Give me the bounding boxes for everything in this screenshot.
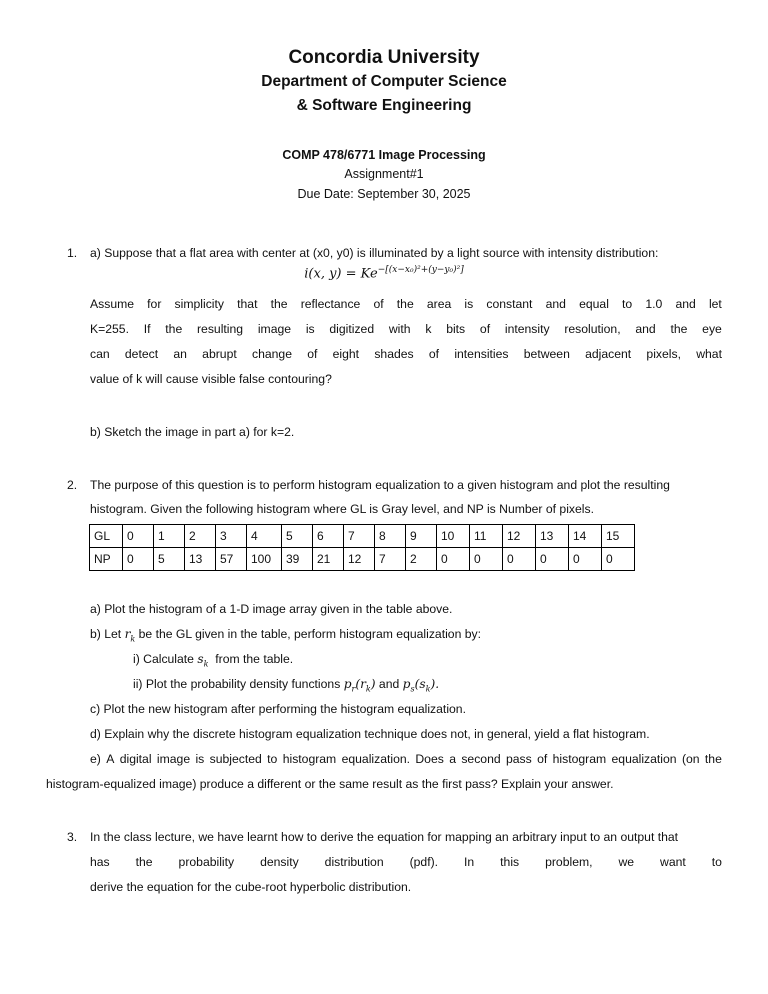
part-b-prefix: b) Let [90, 627, 125, 641]
word: (on [681, 752, 700, 766]
word: If [143, 322, 151, 336]
question-2-line-1: The purpose of this question is to perform histogram equalization to a given histogram and plot the resulting [90, 478, 670, 492]
word: and [545, 297, 566, 311]
table-header-gl: GL [90, 525, 123, 548]
word: an [173, 347, 187, 361]
question-3-line-3: derive the equation for the cube-root hyperbolic distribution. [90, 880, 412, 894]
word: with [388, 322, 411, 336]
gl-cell: 0 [123, 525, 154, 548]
word: the [165, 322, 183, 336]
np-cell: 21 [313, 548, 344, 571]
word: detect [124, 347, 159, 361]
gl-cell: 5 [282, 525, 313, 548]
word: equalization [611, 752, 677, 766]
word: problem, [545, 855, 593, 869]
pdf-pr [343, 677, 376, 694]
question-1-line-4 [90, 347, 722, 361]
word: and [635, 322, 656, 336]
word: Does [415, 752, 444, 766]
word: abrupt [202, 347, 237, 361]
var-r: r [124, 627, 131, 641]
pdf-pr-arg-sub: k [365, 684, 371, 694]
word: e) [90, 752, 101, 766]
word: subjected [209, 752, 262, 766]
word: of [307, 347, 318, 361]
var-s-sub: k [203, 659, 209, 669]
word: the [270, 297, 288, 311]
gl-cell: 4 [247, 525, 282, 548]
question-2-part-b-i [133, 652, 293, 668]
word: can [90, 347, 110, 361]
np-cell: 0 [470, 548, 503, 571]
gl-cell: 12 [503, 525, 536, 548]
word: probability [178, 855, 235, 869]
gl-cell: 15 [602, 525, 635, 548]
question-2-part-c: c) Plot the new histogram after performing the histogram equalization. [90, 702, 466, 716]
pdf-ps-sub: s [410, 684, 415, 694]
var-r-k [124, 627, 136, 644]
department-line-1: Department of Computer Science [261, 73, 507, 90]
word: k [425, 322, 432, 336]
pdf-pr-p: p [343, 677, 352, 691]
np-cell: 2 [406, 548, 437, 571]
pdf-ps [402, 677, 440, 694]
word: let [708, 297, 722, 311]
word: eye [702, 322, 722, 336]
word: K=255. [90, 322, 129, 336]
table-row-np [90, 548, 635, 571]
word: change [251, 347, 292, 361]
word: intensity [504, 322, 550, 336]
var-r-sub: k [130, 634, 136, 644]
due-date: Due Date: September 30, 2025 [297, 187, 471, 201]
question-2-part-d: d) Explain why the discrete histogram equalization technique does not, in general, yield a flat histogram. [90, 727, 650, 741]
var-s: s [197, 652, 204, 666]
word: what [696, 347, 722, 361]
formula-exponent: −[(x−x₀)²+(y−y₀)²] [377, 265, 464, 275]
table-row-gl [90, 525, 635, 548]
question-2-part-e-line-1 [90, 752, 722, 766]
gl-cell: 7 [344, 525, 375, 548]
department-line-2: & Software Engineering [296, 97, 472, 114]
word: equalization. [341, 752, 411, 766]
word: this [500, 855, 520, 869]
word: equal [579, 297, 609, 311]
pdf-ps-arg-sub: k [425, 684, 431, 694]
word: the [704, 752, 722, 766]
gl-cell: 9 [406, 525, 437, 548]
word: digital [119, 752, 152, 766]
np-cell: 5 [154, 548, 185, 571]
gl-cell: 10 [437, 525, 470, 548]
part-bii-and: and [375, 677, 403, 691]
word: image [156, 752, 191, 766]
question-2-line-2: histogram. Given the following histogram where GL is Gray level, and NP is Number of pixels. [90, 502, 594, 516]
question-1-line-5: value of k will cause visible false contouring? [90, 372, 332, 386]
np-cell: 7 [375, 548, 406, 571]
pdf-pr-sub: r [351, 684, 356, 694]
word: reflectance [300, 297, 361, 311]
gl-cell: 11 [470, 525, 503, 548]
question-3-number: 3. [67, 830, 78, 844]
gl-cell: 3 [216, 525, 247, 548]
question-2-part-b-ii [133, 677, 439, 693]
course-title: COMP 478/6771 Image Processing [282, 148, 486, 162]
question-2-part-a: a) Plot the histogram of a 1-D image array given in the table above. [90, 602, 453, 616]
word: we [618, 855, 635, 869]
word: of [373, 297, 384, 311]
question-2-part-b [90, 627, 481, 643]
word: is [305, 322, 315, 336]
word: A [106, 752, 115, 766]
word: pass [506, 752, 532, 766]
np-cell: 100 [247, 548, 282, 571]
var-s-k [197, 652, 209, 669]
pdf-pr-close: ) [370, 677, 376, 691]
word: eight [332, 347, 360, 361]
word: image [257, 322, 292, 336]
word: constant [486, 297, 533, 311]
word: resolution, [564, 322, 621, 336]
word: the [396, 297, 414, 311]
word: and [675, 297, 696, 311]
part-bi-prefix: i) Calculate [133, 652, 198, 666]
np-cell: 0 [503, 548, 536, 571]
table-header-np: NP [90, 548, 123, 571]
word: to [622, 297, 633, 311]
np-cell: 0 [569, 548, 602, 571]
word: shades [374, 347, 414, 361]
gl-cell: 8 [375, 525, 406, 548]
word: the [670, 322, 688, 336]
np-cell: 57 [216, 548, 247, 571]
pdf-pr-arg: (r [355, 677, 366, 691]
university-title: Concordia University [288, 47, 480, 68]
word: is [464, 297, 474, 311]
question-3-line-2 [90, 855, 722, 869]
word: has [90, 855, 110, 869]
pdf-ps-close: ). [430, 677, 440, 691]
word: digitized [329, 322, 375, 336]
gl-cell: 2 [185, 525, 216, 548]
word: to [267, 752, 278, 766]
word: simplicity [174, 297, 224, 311]
question-2-number: 2. [67, 478, 78, 492]
word: of [479, 322, 491, 336]
intensity-formula [0, 265, 768, 281]
question-2-part-e-line-2: histogram-equalized image) produce a different or the same result as the first pass? Explain your answer. [46, 777, 614, 791]
question-3-line-1: In the class lecture, we have learnt how to derive the equation for mapping an arbitrary input to an output that [90, 830, 679, 844]
pdf-ps-arg: (s [414, 677, 426, 691]
word: second [461, 752, 501, 766]
word: histogram [552, 752, 607, 766]
np-cell: 39 [282, 548, 313, 571]
histogram-table [89, 524, 635, 571]
word: 1.0 [645, 297, 663, 311]
word: of [428, 347, 440, 361]
part-bii-prefix: ii) Plot the probability density functions [133, 677, 344, 691]
gl-cell: 14 [569, 525, 602, 548]
gl-cell: 13 [536, 525, 569, 548]
np-cell: 0 [123, 548, 154, 571]
word: resulting [197, 322, 244, 336]
np-cell: 0 [536, 548, 569, 571]
word: for [147, 297, 162, 311]
word: pixels, [646, 347, 681, 361]
word: the [135, 855, 153, 869]
formula-lhs: i(x, y) = Ke [304, 266, 378, 282]
word: intensities [454, 347, 509, 361]
question-1-part-b: b) Sketch the image in part a) for k=2. [90, 425, 295, 439]
np-cell: 0 [437, 548, 470, 571]
np-cell: 12 [344, 548, 375, 571]
word: density [260, 855, 299, 869]
np-cell: 0 [602, 548, 635, 571]
gl-cell: 6 [313, 525, 344, 548]
pdf-ps-p: p [402, 677, 411, 691]
word: (pdf). [409, 855, 439, 869]
word: adjacent [585, 347, 632, 361]
word: area [426, 297, 452, 311]
part-bi-suffix: from the table. [208, 652, 294, 666]
word: a [449, 752, 456, 766]
word: is [195, 752, 205, 766]
gl-cell: 1 [154, 525, 185, 548]
word: want [660, 855, 686, 869]
question-1-number: 1. [67, 246, 78, 260]
word: In [464, 855, 475, 869]
assignment-number: Assignment#1 [344, 167, 424, 181]
part-b-suffix: be the GL given in the table, perform histogram equalization by: [135, 627, 481, 641]
question-1-line-3 [90, 322, 722, 336]
word: Assume [90, 297, 135, 311]
question-1-intro: a) Suppose that a flat area with center at (x0, y0) is illuminated by a light source with intensity distribution: [90, 246, 659, 260]
word: distribution [324, 855, 384, 869]
word: between [523, 347, 570, 361]
word: that [237, 297, 258, 311]
word: bits [446, 322, 466, 336]
question-1-line-2 [90, 297, 722, 311]
word: to [711, 855, 722, 869]
np-cell: 13 [185, 548, 216, 571]
word: of [537, 752, 548, 766]
word: histogram [282, 752, 337, 766]
